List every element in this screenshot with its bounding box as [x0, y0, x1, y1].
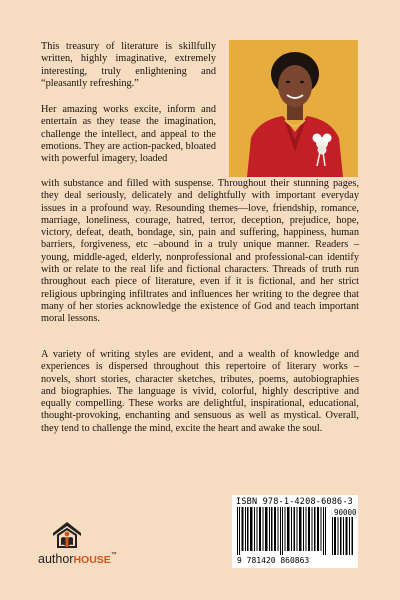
barcode-bars-main: [237, 507, 327, 555]
publisher-name-part1: author: [38, 552, 74, 566]
isbn-label: ISBN 978-1-4208-6086-3: [236, 497, 353, 507]
isbn-barcode: [232, 495, 358, 568]
publisher-name-part2: HOUSE: [73, 554, 111, 566]
author-photo: [229, 40, 358, 177]
price-code: 90000: [334, 508, 357, 517]
styles-paragraph: A variety of writing styles are evident, and a wealth of knowledge and experiences is dispersed throughout this repertoire of literary works – novels, short stories, character sketches, tributes, poems, autobiographies and biographies. The language is vivid, colorful, highly descriptive and equally compelling. These works are delightful, inspirational, educational, thought-provoking, enchanting and sensuous as well as mystical. Overall, they tend to challenge the mind, excite the heart and awake the soul.: [41, 349, 359, 434]
publisher-logo: [38, 520, 118, 570]
description-paragraph-continued: with substance and filled with suspense. Throughout their stunning pages, they deal seriously, delicately and delightfully with important everyday issues in a profound way. Resounding themes—love, friendship, romance, marriage, loneliness, courage, hatred, terror, deception, prejudice, hope, victory, defeat, death, bondage, sin, pain and suffering, happiness, human barriers, forgiveness, etc –abound in a truly unique manner. Readers – young, middle-aged, elderly, nonprofessional and professional-can identify with or relate to the real life and fictional characters. Threads of truth run throughout each piece of literature, even if it is fictional, and her strict religious upbringing infiltrates and influences her writing to the degree that many of her stories acknowledge the existence of God and teach important moral lessons.: [41, 178, 359, 325]
author-portrait-image: [229, 40, 358, 177]
house-book-logo-icon: [50, 520, 84, 550]
barcode-digits: 9 781420 860863: [237, 556, 310, 565]
publisher-name: [38, 552, 117, 566]
description-paragraph-top: Her amazing works excite, inform and entertain as they tease the imagination, challenge the intellect, and appeal to the emotions. They are action-packed, bloated with powerful imagery, loaded: [41, 104, 216, 165]
barcode-bars-supplement: [332, 517, 354, 555]
trademark-symbol: ™: [110, 552, 117, 558]
intro-paragraph: This treasury of literature is skillfully written, highly imaginative, extremely interesting, truly enlightening and “pleasantly refreshing.”: [41, 41, 216, 89]
